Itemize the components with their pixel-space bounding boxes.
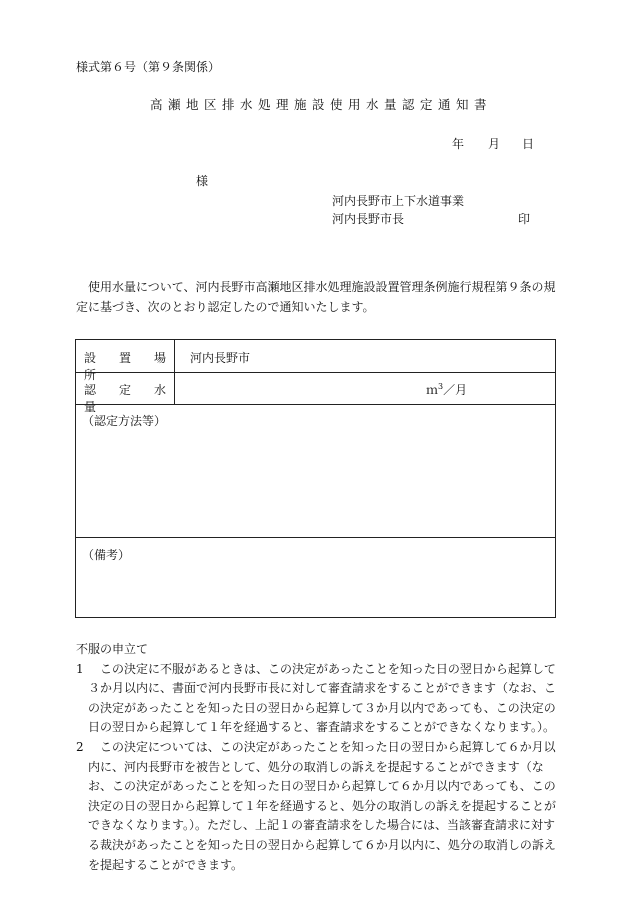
- certification-table: [75, 339, 556, 618]
- method-label: （認定方法等）: [82, 414, 167, 428]
- appeal-item-text: この決定については、この決定があったことを知った日の翌日から起算して６か月以内に、河内長野市を被告として、処分の取消しの訴えを提起することができます（なお、この決定があったことを知った日の翌日から起算して６か月以内であっても、この決定の日の翌日から起算して１年を経過すると、処分の取消しの訴えを提起することができなくなります。）。ただし、上記１の審査請求をした場合には、当該審査請求に対する裁決があったことを知った日の翌日から起算して６か月以内に、処分の取消しの訴えを提起することができます。: [88, 739, 557, 872]
- date-line: [452, 135, 534, 152]
- appeal-item-text: この決定に不服があるときは、この決定があったことを知った日の翌日から起算して３か月以内に、書面で河内長野市長に対して審査請求をすることができます（なお、この決定があったことを知った日の翌日から起算して３か月以内であっても、この決定の日の翌日から起算して１年を経過すると、審査請求をすることができなくなります。）。: [88, 661, 557, 735]
- seal-mark: 印: [518, 212, 531, 226]
- document-title: 高瀬地区排水処理施設使用水量認定通知書: [150, 97, 493, 112]
- issuer-mayor: 河内長野市長: [332, 212, 405, 226]
- date-month: 月: [488, 137, 501, 151]
- addressee-honorific: 様: [196, 174, 209, 188]
- notice-body: 使用水量について、河内長野市高瀬地区排水処理施設設置管理条例施行規程第９条の規定に基づき、次のとおり認定したので通知いたします。: [76, 280, 556, 314]
- issuer-organization: 河内長野市上下水道事業: [332, 194, 465, 208]
- remarks-label: （備考）: [82, 548, 131, 562]
- volume-label: 認 定 水 量: [84, 383, 179, 414]
- volume-unit-exponent: 3: [438, 382, 444, 391]
- appeal-item: [76, 660, 562, 738]
- volume-unit-base: ｍ: [426, 383, 439, 397]
- location-label: 設 置 場 所: [84, 351, 179, 382]
- form-number: 様式第６号（第９条関係）: [76, 60, 221, 74]
- table-divider: [76, 537, 555, 538]
- appeal-section: [76, 640, 562, 875]
- volume-unit-suffix: ／月: [443, 383, 468, 397]
- date-day: 日: [522, 137, 535, 151]
- appeal-item-number: 1: [76, 661, 84, 676]
- volume-unit: [426, 381, 467, 398]
- appeal-item: [76, 738, 562, 875]
- appeal-item-number: 2: [76, 739, 84, 754]
- date-year: 年: [452, 137, 465, 151]
- appeal-heading: 不服の申立て: [76, 642, 149, 656]
- location-value: 河内長野市: [190, 351, 251, 365]
